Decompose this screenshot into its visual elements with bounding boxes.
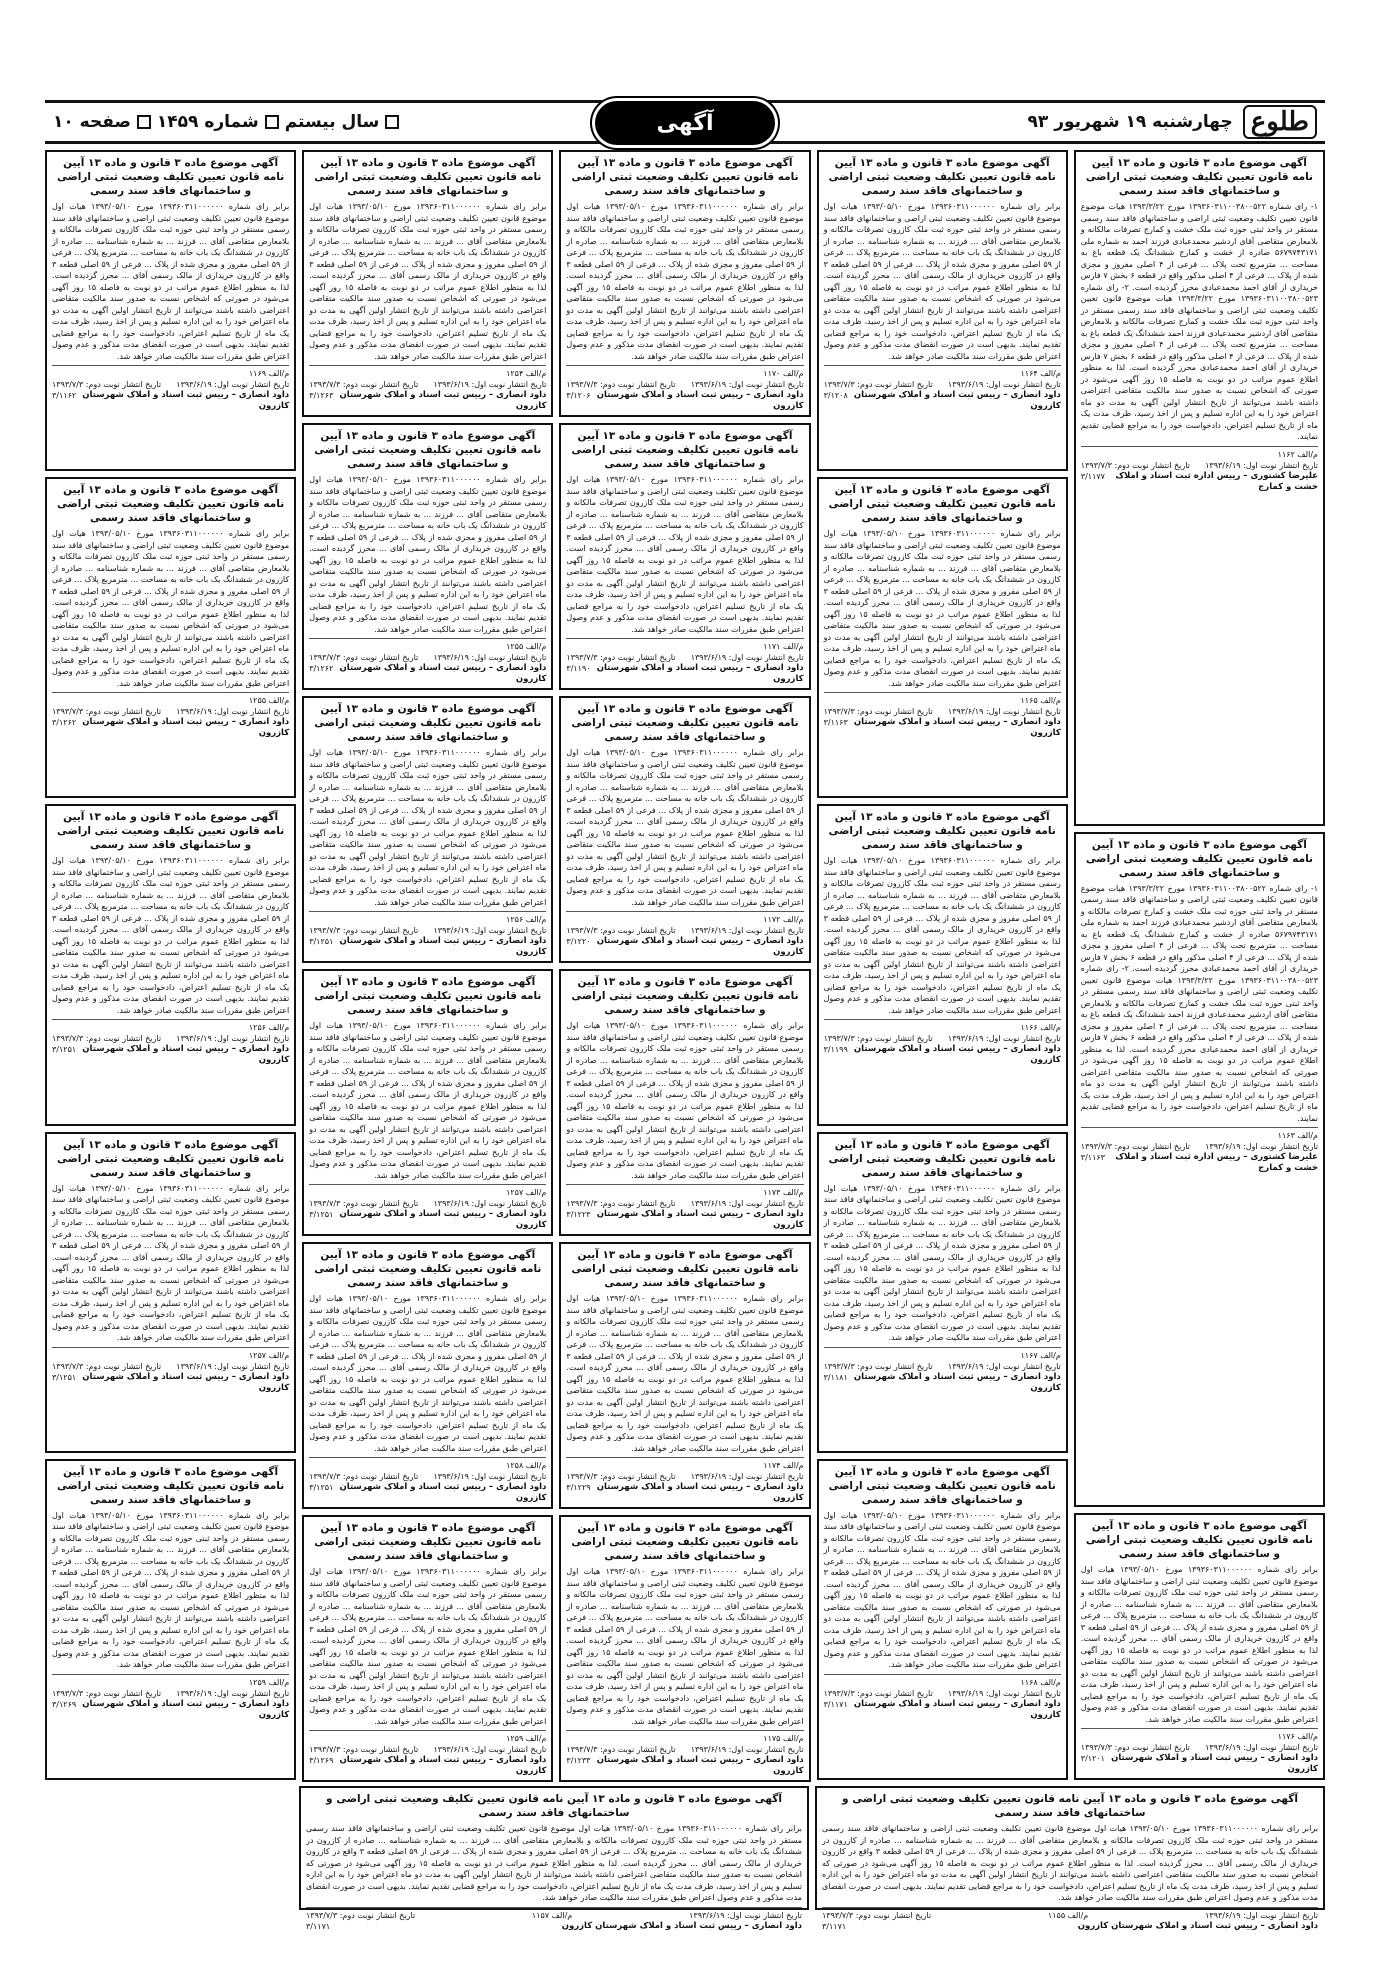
pub-date-first: تاریخ انتشار نوبت اول: ۱۳۹۳/۶/۱۹	[176, 1688, 290, 1698]
notice-title: آگهی موضوع ماده ۳ قانون و ماده ۱۳ آیین نامه قانون تعیین تکلیف وضعیت ثبتی اراضی و ساختمانهای فاقد سند رسمی	[571, 703, 799, 743]
pub-date-second: تاریخ انتشار نوبت دوم: ۱۳۹۳/۷/۳	[309, 1745, 419, 1754]
notice-signer: داود انصاری – رییس ثبت اسناد و املاک شهرستان کازرون	[561, 1920, 802, 1931]
notice-ref: م/الف ۱۲۵۴	[506, 369, 547, 378]
notice-title: آگهی موضوع ماده ۳ قانون و ماده ۱۳ آیین نامه قانون تعیین تکلیف وضعیت ثبتی اراضی و ساختمانهای فاقد سند رسمی	[57, 157, 285, 197]
notice-footer	[824, 365, 1061, 412]
notice-code: ۳/۱۲۰۸	[823, 391, 848, 400]
notice-title: آگهی موضوع ماده ۳ قانون و ماده ۱۳ آیین نامه قانون تعیین تکلیف وضعیت ثبتی اراضی و ساختمانهای فاقد سند رسمی	[828, 484, 1056, 525]
notice-ref: م/الف ۱۱۶۶	[1020, 1023, 1061, 1033]
notice-title: آگهی موضوع ماده ۳ قانون و ماده ۱۳ آیین نامه قانون تعیین تکلیف وضعیت ثبتی اراضی و ساختمانهای فاقد سند رسمی	[1085, 157, 1313, 197]
pub-date-first: تاریخ انتشار نوبت اول: ۱۳۹۳/۶/۱۹	[176, 1034, 290, 1044]
notice-code: ۳/۱۲۶۹	[309, 1756, 334, 1765]
notice-body: برابر رای شماره ۱۳۹۳۶۰۳۱۱۰۰۰۰۰۰ مورخ ۱۳۹۳/۰۵/۱۰ هیات اول موضوع قانون تعیین تکلیف وضعیت ثبتی اراضی و ساختمانهای فاقد سند رسمی مستقر در واحد ثبتی حوزه ثبت ملک کازرون تصرفات مالکانه و بلامعارض متقاضی آقای ... فرزند ... به شماره شناسنامه ... صادره از کازرون در ششدانگ یک باب خانه به مساحت ... مترمربع پلاک ... فرعی از ۵۹ اصلی مفروز و مجزی شده از پلاک ... فرعی از ۵۹ اصلی قطعه ۳ واقع در کازرون خریداری از مالک رسمی آقای ... محرز گردیده است. لذا به منظور اطلاع عموم مراتب در دو نوبت به فاصله ۱۵ روز آگهی می‌شود در صورتی که اشخاص نسبت به صدور سند مالکیت متقاضی اعتراضی داشته باشند می‌توانند از تاریخ انتشار اولین آگهی به مدت دو ماه اعتراض خود را به این اداره تسلیم و پس از اخذ رسید، ظرف مدت یک ماه از تاریخ تسلیم اعتراض، دادخواست خود را به مراجع قضایی تقدیم نمایند. بدیهی است در صورت انقضای مدت مذکور و عدم وصول اعتراض طبق مقررات سند مالکیت صادر خواهد شد.	[309, 1021, 547, 1180]
notice-title: آگهی موضوع ماده ۳ قانون و ماده ۱۳ آیین نامه قانون تعیین تکلیف وضعیت ثبتی اراضی و ساختمانهای فاقد سند رسمی	[314, 430, 542, 470]
column-3	[559, 150, 810, 1780]
pub-date-second: تاریخ انتشار نوبت دوم: ۱۳۹۳/۷/۳	[566, 1472, 676, 1481]
notice-signer: علیرضا کشتوری – رییس اداره ثبت اسناد و املاک خشت و کمارج	[1115, 1152, 1318, 1173]
notice-body: برابر رای شماره ۱۳۹۳۶۰۳۱۱۰۰۰۰۰۰ مورخ ۱۳۹۳/۰۵/۱۰ هیات اول موضوع قانون تعیین تکلیف وضعیت ثبتی اراضی و ساختمانهای فاقد سند رسمی مستقر در واحد ثبتی حوزه ثبت ملک کازرون تصرفات مالکانه و بلامعارض متقاضی آقای ... فرزند ... به شماره شناسنامه ... صادره از کازرون در ششدانگ یک باب خانه به مساحت ... مترمربع پلاک ... فرعی از ۵۹ اصلی مفروز و مجزی شده از پلاک ... فرعی از ۵۹ اصلی قطعه ۳ واقع در کازرون خریداری از مالک رسمی آقای ... محرز گردیده است. لذا به منظور اطلاع عموم مراتب در دو نوبت به فاصله ۱۵ روز آگهی می‌شود در صورتی که اشخاص نسبت به صدور سند مالکیت متقاضی اعتراضی داشته باشند می‌توانند از تاریخ انتشار اولین آگهی به مدت دو ماه اعتراض خود را به این اداره تسلیم و پس از اخذ رسید، ظرف مدت یک ماه از تاریخ تسلیم اعتراض، دادخواست خود را به مراجع قضایی تقدیم نمایند. بدیهی است در صورت انقضای مدت مذکور و عدم وصول اعتراض طبق مقررات سند مالکیت صادر خواهد شد.	[566, 1294, 804, 1453]
pub-date-second: تاریخ انتشار نوبت دوم: ۱۳۹۳/۷/۳	[51, 1688, 162, 1698]
notice-footer	[566, 911, 803, 958]
notices-area	[45, 150, 1325, 1931]
notice-body: برابر رای شماره ۱۳۹۳۶۰۳۱۱۰۰۰۰۰۰ مورخ ۱۳۹۳/۰۵/۱۰ هیات اول موضوع قانون تعیین تکلیف وضعیت ثبتی اراضی و ساختمانهای فاقد سند رسمی مستقر در واحد ثبتی حوزه ثبت ملک کازرون تصرفات مالکانه و بلامعارض متقاضی آقای ... فرزند ... به شماره شناسنامه ... صادره از کازرون در ششدانگ یک باب خانه به مساحت ... مترمربع پلاک ... فرعی از ۵۹ اصلی مفروز و مجزی شده از پلاک ... فرعی از ۵۹ اصلی قطعه ۳ واقع در کازرون خریداری از مالک رسمی آقای ... محرز گردیده است. لذا به منظور اطلاع عموم مراتب در دو نوبت به فاصله ۱۵ روز آگهی می‌شود در صورتی که اشخاص نسبت به صدور سند مالکیت متقاضی اعتراضی داشته باشند می‌توانند از تاریخ انتشار اولین آگهی به مدت دو ماه اعتراض خود را به این اداره تسلیم و پس از اخذ رسید، ظرف مدت یک ماه از تاریخ تسلیم اعتراض، دادخواست خود را به مراجع قضایی تقدیم نمایند. بدیهی است در صورت انقضای مدت مذکور و عدم وصول اعتراض طبق مقررات سند مالکیت صادر خواهد شد.	[309, 202, 547, 361]
notice-signer: داود انصاری – رییس ثبت اسناد و املاک شهرستان کازرون	[1111, 1753, 1318, 1774]
notice-ref: م/الف ۱۱۷۳	[763, 1188, 804, 1197]
pub-date-second: تاریخ انتشار نوبت دوم: ۱۳۹۳/۷/۳	[1080, 1743, 1190, 1752]
pub-date-second: تاریخ انتشار نوبت دوم: ۱۳۹۳/۷/۳	[306, 1910, 416, 1920]
notice-code: ۳/۱۲۵۱	[309, 1483, 334, 1492]
notice-ref: م/الف ۱۲۵۶	[506, 915, 547, 924]
notice-ref: م/الف ۱۲۵۵	[506, 642, 547, 651]
pub-date-first: تاریخ انتشار نوبت اول: ۱۳۹۳/۶/۱۹	[433, 1199, 547, 1208]
notice-body: برابر رای شماره ۱۳۹۳۶۰۳۱۱۰۰۰۰۰۰ مورخ ۱۳۹۳/۰۵/۱۰ هیات اول موضوع قانون تعیین تکلیف وضعیت ثبتی اراضی و ساختمانهای فاقد سند رسمی مستقر در واحد ثبتی حوزه ثبت ملک کازرون تصرفات مالکانه و بلامعارض متقاضی آقای ... فرزند ... به شماره شناسنامه ... صادره از کازرون در ششدانگ یک باب خانه به مساحت ... مترمربع پلاک ... فرعی از ۵۹ اصلی مفروز و مجزی شده از پلاک ... فرعی از ۵۹ اصلی قطعه ۳ واقع در کازرون خریداری از مالک رسمی آقای ... محرز گردیده است. لذا به منظور اطلاع عموم مراتب در دو نوبت به فاصله ۱۵ روز آگهی می‌شود در صورتی که اشخاص نسبت به صدور سند مالکیت متقاضی اعتراضی داشته باشند می‌توانند از تاریخ انتشار اولین آگهی به مدت دو ماه اعتراض خود را به این اداره تسلیم و پس از اخذ رسید، ظرف مدت یک ماه از تاریخ تسلیم اعتراض، دادخواست خود را به مراجع قضایی تقدیم نمایند. بدیهی است در صورت انقضای مدت مذکور و عدم وصول اعتراض طبق مقررات سند مالکیت صادر خواهد شد.	[1080, 1565, 1319, 1724]
notice-code: ۳/۱۲۵۱	[309, 1210, 334, 1219]
notice-footer	[52, 365, 289, 412]
notice-title: آگهی موضوع ماده ۳ قانون و ماده ۱۳ آیین نامه قانون تعیین تکلیف وضعیت ثبتی اراضی و ساختمانهای فاقد سند رسمی	[571, 157, 799, 197]
pub-date-first: تاریخ انتشار نوبت اول: ۱۳۹۳/۶/۱۹	[947, 380, 1061, 389]
notice-box	[302, 150, 553, 417]
notice-footer	[52, 1674, 289, 1721]
notice-body: برابر رای شماره ۱۳۹۳۶۰۳۱۱۰۰۰۰۰۰ مورخ ۱۳۹۳/۰۵/۱۰ هیات اول موضوع قانون تعیین تکلیف وضعیت ثبتی اراضی و ساختمانهای فاقد سند رسمی مستقر در واحد ثبتی حوزه ثبت ملک کازرون تصرفات مالکانه و بلامعارض متقاضی آقای ... فرزند ... به شماره شناسنامه ... صادره از کازرون در ششدانگ یک باب خانه به مساحت ... مترمربع پلاک ... فرعی از ۵۹ اصلی مفروز و مجزی شده از پلاک ... فرعی از ۵۹ اصلی قطعه ۳ واقع در کازرون خریداری از مالک رسمی آقای ... محرز گردیده است. لذا به منظور اطلاع عموم مراتب در دو نوبت به فاصله ۱۵ روز آگهی می‌شود در صورتی که اشخاص نسبت به صدور سند مالکیت متقاضی اعتراضی داشته باشند می‌توانند از تاریخ انتشار اولین آگهی به مدت دو ماه اعتراض خود را به این اداره تسلیم و پس از اخذ رسید، ظرف مدت یک ماه از تاریخ تسلیم اعتراض، دادخواست خود را به مراجع قضایی تقدیم نمایند. بدیهی است در صورت انقضای مدت مذکور و عدم وصول اعتراض طبق مقررات سند مالکیت صادر خواهد شد.	[566, 1021, 804, 1180]
notice-code: ۳/۱۱۹۰	[566, 664, 591, 673]
notice-signer: داود انصاری – رییس ثبت اسناد و املاک شهرستان کازرون	[596, 663, 804, 684]
pub-date-first: تاریخ انتشار نوبت اول: ۱۳۹۳/۶/۱۹	[433, 380, 547, 389]
notice-ref: م/الف ۱۱۶۹	[248, 369, 290, 378]
notice-signer: داود انصاری – رییس ثبت اسناد و املاک شهرستان کازرون	[853, 1371, 1061, 1393]
notice-signer: داود انصاری – رییس ثبت اسناد و املاک شهرستان کازرون	[339, 390, 547, 411]
notice-footer	[309, 1730, 546, 1777]
notice-ref: م/الف ۱۱۷۱	[763, 642, 804, 651]
notice-ref: م/الف ۱۲۵۵	[248, 696, 290, 706]
notice-box	[45, 1132, 296, 1453]
section-badge: آگهی	[595, 101, 775, 145]
notice-title: آگهی موضوع ماده ۳ قانون و ماده ۱۳ آیین نامه قانون تعیین تکلیف وضعیت ثبتی اراضی و ساختمانهای فاقد سند رسمی	[571, 976, 799, 1016]
notice-signer: داود انصاری – رییس ثبت اسناد و املاک شهرستان کازرون	[853, 1698, 1061, 1720]
notice-signer: داود انصاری – رییس ثبت اسناد و املاک شهرستان کازرون	[596, 1482, 804, 1503]
notice-code: ۳/۱۲۵۱	[51, 1372, 77, 1382]
column-2	[817, 150, 1068, 1780]
page-number: صفحه ۱۰	[53, 112, 131, 132]
notice-box	[559, 969, 810, 1236]
pub-date-first: تاریخ انتشار نوبت اول: ۱۳۹۳/۶/۱۹	[690, 1472, 804, 1481]
notice-signer: داود انصاری – رییس ثبت اسناد و املاک شهرستان کازرون	[596, 936, 804, 957]
notice-box	[302, 696, 553, 963]
notice-box	[302, 1242, 553, 1509]
notice-footer	[1081, 446, 1318, 493]
pub-date-second: تاریخ انتشار نوبت دوم: ۱۳۹۳/۷/۳	[309, 1199, 419, 1208]
notice-ref: م/الف ۱۲۵۹	[506, 1734, 547, 1743]
notice-footer	[822, 1907, 1318, 1932]
pub-date-second: تاریخ انتشار نوبت دوم: ۱۳۹۳/۷/۳	[823, 380, 933, 389]
notice-signer: داود انصاری – رییس ثبت اسناد و املاک شهرستان کازرون	[339, 936, 547, 957]
notice-ref: م/الف ۱۱۶۴	[1020, 369, 1061, 378]
notice-footer	[52, 1347, 289, 1394]
notice-body: برابر رای شماره ۱۳۹۳۶۰۳۱۱۰۰۰۰۰۰ مورخ ۱۳۹۳/۰۵/۱۰ هیات اول موضوع قانون تعیین تکلیف وضعیت ثبتی اراضی و ساختمانهای فاقد سند رسمی مستقر در واحد ثبتی حوزه ثبت ملک کازرون تصرفات مالکانه و بلامعارض متقاضی آقای ... فرزند ... به شماره شناسنامه ... صادره از کازرون در ششدانگ یک باب خانه به مساحت ... مترمربع پلاک ... فرعی از ۵۹ اصلی مفروز و مجزی شده از پلاک ... فرعی از ۵۹ اصلی قطعه ۳ واقع در کازرون خریداری از مالک رسمی آقای ... محرز گردیده است. لذا به منظور اطلاع عموم مراتب در دو نوبت به فاصله ۱۵ روز آگهی می‌شود در صورتی که اشخاص نسبت به صدور سند مالکیت متقاضی اعتراضی داشته باشند می‌توانند از تاریخ انتشار اولین آگهی به مدت دو ماه اعتراض خود را به این اداره تسلیم و پس از اخذ رسید، ظرف مدت یک ماه از تاریخ تسلیم اعتراض، دادخواست خود را به مراجع قضایی تقدیم نمایند. بدیهی است در صورت انقضای مدت مذکور و عدم وصول اعتراض طبق مقررات سند مالکیت صادر خواهد شد.	[566, 748, 804, 907]
notice-footer	[566, 365, 803, 412]
notice-ref: م/الف ۱۱۵۵	[1047, 1910, 1089, 1920]
notice-title: آگهی موضوع ماده ۳ قانون و ماده ۱۳ آیین نامه قانون تعیین تکلیف وضعیت ثبتی اراضی و ساختمانهای فاقد سند رسمی	[314, 1522, 542, 1562]
notice-signer: داود انصاری – رییس ثبت اسناد و املاک شهرستان کازرون	[853, 717, 1061, 739]
notice-footer	[309, 1184, 546, 1231]
notice-title: آگهی موضوع ماده ۳ قانون و ماده ۱۳ آیین نامه قانون تعیین تکلیف وضعیت ثبتی اراضی و ساختمانهای فاقد سند رسمی	[571, 430, 799, 470]
notice-title: آگهی موضوع ماده ۳ قانون و ماده ۱۳ آیین نامه قانون تعیین تکلیف وضعیت ثبتی اراضی و ساختمانهای فاقد سند رسمی	[314, 1249, 542, 1289]
notice-signer: داود انصاری – رییس ثبت اسناد و املاک شهرستان کازرون	[82, 1698, 290, 1720]
notice-footer	[1081, 1728, 1318, 1775]
notice-title: آگهی موضوع ماده ۳ قانون و ماده ۱۳ آیین نامه قانون تعیین تکلیف وضعیت ثبتی اراضی و ساختمانهای فاقد سند رسمی	[828, 157, 1056, 197]
notice-box	[302, 969, 553, 1236]
notice-ref: م/الف ۱۲۵۷	[248, 1350, 290, 1360]
notice-body: برابر رای شماره ۱۳۹۳۶۰۳۱۱۰۰۰۰۰۰ مورخ ۱۳۹۳/۰۵/۱۰ هیات اول موضوع قانون تعیین تکلیف وضعیت ثبتی اراضی و ساختمانهای فاقد سند رسمی مستقر در واحد ثبتی حوزه ثبت ملک کازرون تصرفات مالکانه و بلامعارض متقاضی آقای ... فرزند ... به شماره شناسنامه ... صادره از کازرون در ششدانگ یک باب خانه به مساحت ... مترمربع پلاک ... فرعی از ۵۹ اصلی مفروز و مجزی شده از پلاک ... فرعی از ۵۹ اصلی قطعه ۳ واقع در کازرون خریداری از مالک رسمی آقای ... محرز گردیده است. لذا به منظور اطلاع عموم مراتب در دو نوبت به فاصله ۱۵ روز آگهی می‌شود در صورتی که اشخاص نسبت به صدور سند مالکیت متقاضی اعتراضی داشته باشند می‌توانند از تاریخ انتشار اولین آگهی به مدت دو ماه اعتراض خود را به این اداره تسلیم و پس از اخذ رسید، ظرف مدت یک ماه از تاریخ تسلیم اعتراض، دادخواست خود را به مراجع قضایی تقدیم نمایند. بدیهی است در صورت انقضای مدت مذکور و عدم وصول اعتراض طبق مقررات سند مالکیت صادر خواهد شد.	[823, 1510, 1061, 1670]
notice-body: برابر رای شماره ۱۳۹۳۶۰۳۱۱۰۰۰۰۰۰ مورخ ۱۳۹۳/۰۵/۱۰ هیات اول موضوع قانون تعیین تکلیف وضعیت ثبتی اراضی و ساختمانهای فاقد سند رسمی مستقر در واحد ثبتی حوزه ثبت ملک کازرون تصرفات مالکانه و بلامعارض متقاضی آقای ... فرزند ... به شماره شناسنامه ... صادره از کازرون در ششدانگ یک باب خانه به مساحت ... مترمربع پلاک ... فرعی از ۵۹ اصلی مفروز و مجزی شده از پلاک ... فرعی از ۵۹ اصلی قطعه ۳ واقع در کازرون خریداری از مالک رسمی آقای ... محرز گردیده است. لذا به منظور اطلاع عموم مراتب در دو نوبت به فاصله ۱۵ روز آگهی می‌شود در صورتی که اشخاص نسبت به صدور سند مالکیت متقاضی اعتراضی داشته باشند می‌توانند از تاریخ انتشار اولین آگهی به مدت دو ماه اعتراض خود را به این اداره تسلیم و پس از اخذ رسید، ظرف مدت یک ماه از تاریخ تسلیم اعتراض، دادخواست خود را به مراجع قضایی تقدیم نمایند. بدیهی است در صورت انقضای مدت مذکور و عدم وصول اعتراض طبق مقررات سند مالکیت صادر خواهد شد.	[309, 1294, 547, 1453]
notice-body: ۱- رای شماره ۱۳۹۳۶۰۳۱۱۰۰۳۸۰۰۵۲۲ مورخ ۱۳۹۳/۳/۲۲ هیات موضوع قانون تعیین تکلیف وضعیت ثبتی اراضی و ساختمانهای فاقد سند رسمی مستقر در واحد ثبتی حوزه ثبت ملک خشت و کمارج تصرفات مالکانه و بلامعارض متقاضی آقای اردشیر محمدعبادی فرزند احمد به شماره ملی ۵۶۷۹۷۴۳۱۷۱ صادره از خشت و کمارج ششدانگ یک قطعه باغ به مساحت ... مترمربع تحت پلاک ... فرعی از ۴ اصلی مفروز و مجزی شده از پلاک ... فرعی از ۴ اصلی مذکور واقع در قطعه ۶ بخش ۷ فارس خریداری از آقای احمد محمدعبادی محرز گردیده است. ۲- رای شماره ۱۳۹۳۶۰۳۱۱۰۰۳۸۰۰۵۲۳ مورخ ۱۳۹۳/۳/۲۲ هیات موضوع قانون تعیین تکلیف وضعیت ثبتی اراضی و ساختمانهای فاقد سند رسمی مستقر در واحد ثبتی حوزه ثبت ملک خشت و کمارج تصرفات مالکانه و بلامعارض متقاضی آقای اردشیر محمدعبادی فرزند احمد ششدانگ یک قطعه باغ به مساحت ... مترمربع تحت پلاک ... فرعی از ۴ اصلی مفروز و مجزی شده از پلاک ... فرعی از ۴ اصلی مذکور واقع در قطعه ۶ بخش ۷ فارس خریداری از آقای احمد محمدعبادی محرز گردیده است. لذا به منظور اطلاع عموم مراتب در دو نوبت به فاصله ۱۵ روز آگهی می‌شود در صورتی که اشخاص نسبت به صدور سند مالکیت متقاضی اعتراضی داشته باشند می‌توانند از تاریخ انتشار اولین آگهی به مدت دو ماه اعتراض خود را به این اداره تسلیم و پس از اخذ رسید، ظرف مدت یک ماه از تاریخ تسلیم اعتراض، دادخواست خود را به مراجع قضایی تقدیم نمایند.	[1080, 202, 1319, 441]
notice-signer: داود انصاری – رییس ثبت اسناد و املاک شهرستان کازرون	[82, 717, 290, 739]
notice-ref: م/الف ۱۱۷۶	[1277, 1732, 1318, 1741]
notice-box	[302, 423, 553, 690]
pub-date-second: تاریخ انتشار نوبت دوم: ۱۳۹۳/۷/۳	[51, 707, 162, 717]
notice-body: برابر رای شماره ۱۳۹۳۶۰۳۱۱۰۰۰۰۰۰ مورخ ۱۳۹۳/۰۵/۱۰ هیات اول موضوع قانون تعیین تکلیف وضعیت ثبتی اراضی و ساختمانهای فاقد سند رسمی مستقر در واحد ثبتی حوزه ثبت ملک کازرون تصرفات مالکانه و بلامعارض متقاضی آقای ... فرزند ... به شماره شناسنامه ... صادره از کازرون در ششدانگ یک باب خانه به مساحت ... مترمربع پلاک ... فرعی از ۵۹ اصلی مفروز و مجزی شده از پلاک ... فرعی از ۵۹ اصلی قطعه ۳ واقع در کازرون خریداری از مالک رسمی آقای ... محرز گردیده است. لذا به منظور اطلاع عموم مراتب در دو نوبت به فاصله ۱۵ روز آگهی می‌شود در صورتی که اشخاص نسبت به صدور سند مالکیت متقاضی اعتراضی داشته باشند می‌توانند از تاریخ انتشار اولین آگهی به مدت دو ماه اعتراض خود را به این اداره تسلیم و پس از اخذ رسید، ظرف مدت یک ماه از تاریخ تسلیم اعتراض، دادخواست خود را به مراجع قضایی تقدیم نمایند. بدیهی است در صورت انقضای مدت مذکور و عدم وصول اعتراض طبق مقررات سند مالکیت صادر خواهد شد.	[51, 202, 290, 361]
notice-ref: م/الف ۱۲۵۶	[248, 1023, 290, 1033]
square-bullet-icon	[265, 115, 279, 129]
notice-body: ۱- رای شماره ۱۳۹۳۶۰۳۱۱۰۰۳۸۰۰۵۲۲ مورخ ۱۳۹۳/۳/۲۲ هیات موضوع قانون تعیین تکلیف وضعیت ثبتی اراضی و ساختمانهای فاقد سند رسمی مستقر در واحد ثبتی حوزه ثبت ملک خشت و کمارج تصرفات مالکانه و بلامعارض متقاضی آقای اردشیر محمدعبادی فرزند احمد به شماره ملی ۵۶۷۹۷۴۳۱۷۱ صادره از خشت و کمارج ششدانگ یک قطعه باغ به مساحت ... مترمربع تحت پلاک ... فرعی از ۴ اصلی مفروز و مجزی شده از پلاک ... فرعی از ۴ اصلی مذکور واقع در قطعه ۶ بخش ۷ فارس خریداری از آقای احمد محمدعبادی محرز گردیده است. ۲- رای شماره ۱۳۹۳۶۰۳۱۱۰۰۳۸۰۰۵۲۳ مورخ ۱۳۹۳/۳/۲۲ هیات موضوع قانون تعیین تکلیف وضعیت ثبتی اراضی و ساختمانهای فاقد سند رسمی مستقر در واحد ثبتی حوزه ثبت ملک خشت و کمارج تصرفات مالکانه و بلامعارض متقاضی آقای اردشیر محمدعبادی فرزند احمد ششدانگ یک قطعه باغ به مساحت ... مترمربع تحت پلاک ... فرعی از ۴ اصلی مفروز و مجزی شده از پلاک ... فرعی از ۴ اصلی مذکور واقع در قطعه ۶ بخش ۷ فارس خریداری از آقای احمد محمدعبادی محرز گردیده است. لذا به منظور اطلاع عموم مراتب در دو نوبت به فاصله ۱۵ روز آگهی می‌شود در صورتی که اشخاص نسبت به صدور سند مالکیت متقاضی اعتراضی داشته باشند می‌توانند از تاریخ انتشار اولین آگهی به مدت دو ماه اعتراض خود را به این اداره تسلیم و پس از اخذ رسید، ظرف مدت یک ماه از تاریخ تسلیم اعتراض، دادخواست خود را به مراجع قضایی تقدیم نمایند.	[1080, 883, 1319, 1123]
notice-ref: م/الف ۱۱۶۷	[1020, 1350, 1061, 1360]
issue-date: چهارشنبه ۱۹ شهریور ۹۳	[1027, 112, 1233, 132]
notice-body: برابر رای شماره ۱۳۹۳۶۰۳۱۱۰۰۰۰۰۰ مورخ ۱۳۹۳/۰۵/۱۰ هیات اول موضوع قانون تعیین تکلیف وضعیت ثبتی اراضی و ساختمانهای فاقد سند رسمی مستقر در واحد ثبتی حوزه ثبت ملک کازرون تصرفات مالکانه و بلامعارض متقاضی آقای ... فرزند ... به شماره شناسنامه ... صادره از کازرون در ششدانگ یک باب خانه به مساحت ... مترمربع پلاک ... فرعی از ۵۹ اصلی مفروز و مجزی شده از پلاک ... فرعی از ۵۹ اصلی قطعه ۳ واقع در کازرون خریداری از مالک رسمی آقای ... محرز گردیده است. لذا به منظور اطلاع عموم مراتب در دو نوبت به فاصله ۱۵ روز آگهی می‌شود در صورتی که اشخاص نسبت به صدور سند مالکیت متقاضی اعتراضی داشته باشند می‌توانند از تاریخ انتشار اولین آگهی به مدت دو ماه اعتراض خود را به این اداره تسلیم و پس از اخذ رسید، ظرف مدت یک ماه از تاریخ تسلیم اعتراض، دادخواست خود را به مراجع قضایی تقدیم نمایند. بدیهی است در صورت انقضای مدت مذکور و عدم وصول اعتراض طبق مقررات سند مالکیت صادر خواهد شد.	[566, 475, 804, 634]
notice-footer	[309, 911, 546, 958]
notice-title: آگهی موضوع ماده ۳ قانون و ماده ۱۳ آیین نامه قانون تعیین تکلیف وضعیت ثبتی اراضی و ساختمانهای فاقد سند رسمی	[828, 1465, 1056, 1506]
notice-signer: داود انصاری – رییس ثبت اسناد و املاک شهرستان کازرون	[853, 1044, 1061, 1066]
notice-code: ۳/۱۲۵۱	[51, 1045, 77, 1055]
pub-date-second: تاریخ انتشار نوبت دوم: ۱۳۹۳/۷/۳	[1080, 460, 1190, 470]
notice-body: برابر رای شماره ۱۳۹۳۶۰۳۱۱۰۰۰۰۰۰ مورخ ۱۳۹۳/۰۵/۱۰ هیات اول موضوع قانون تعیین تکلیف وضعیت ثبتی اراضی و ساختمانهای فاقد سند رسمی مستقر در واحد ثبتی حوزه ثبت ملک کازرون تصرفات مالکانه و بلامعارض متقاضی آقای ... فرزند ... به شماره شناسنامه ... صادره از کازرون در ششدانگ یک باب خانه به مساحت ... مترمربع پلاک ... فرعی از ۵۹ اصلی مفروز و مجزی شده از پلاک ... فرعی از ۵۹ اصلی قطعه ۳ واقع در کازرون خریداری از مالک رسمی آقای ... محرز گردیده است. لذا به منظور اطلاع عموم مراتب در دو نوبت به فاصله ۱۵ روز آگهی می‌شود در صورتی که اشخاص نسبت به صدور سند مالکیت متقاضی اعتراضی داشته باشند می‌توانند از تاریخ انتشار اولین آگهی به مدت دو ماه اعتراض خود را به این اداره تسلیم و پس از اخذ رسید، ظرف مدت یک ماه از تاریخ تسلیم اعتراض، دادخواست خود را به مراجع قضایی تقدیم نمایند. بدیهی است در صورت انقضای مدت مذکور و عدم وصول اعتراض طبق مقررات سند مالکیت صادر خواهد شد.	[51, 1510, 290, 1670]
pub-date-second: تاریخ انتشار نوبت دوم: ۱۳۹۳/۷/۳	[1080, 1142, 1190, 1151]
columns	[45, 150, 1325, 1780]
notice-box	[559, 423, 810, 690]
pub-date-first: تاریخ انتشار نوبت اول: ۱۳۹۳/۶/۱۹	[690, 926, 804, 935]
notice-body: برابر رای شماره ۱۳۹۳۶۰۳۱۱۰۰۰۰۰۰ مورخ ۱۳۹۳/۰۵/۱۰ هیات اول موضوع قانون تعیین تکلیف وضعیت ثبتی اراضی و ساختمانهای فاقد سند رسمی مستقر در واحد ثبتی حوزه ثبت ملک کازرون تصرفات مالکانه و بلامعارض متقاضی آقای ... فرزند ... به شماره شناسنامه ... صادره از کازرون در ششدانگ یک باب خانه به مساحت ... مترمربع پلاک ... فرعی از ۵۹ اصلی مفروز و مجزی شده از پلاک ... فرعی از ۵۹ اصلی قطعه ۳ واقع در کازرون خریداری از مالک رسمی آقای ... محرز گردیده است. لذا به منظور اطلاع عموم مراتب در دو نوبت به فاصله ۱۵ روز آگهی می‌شود در صورتی که اشخاص نسبت به صدور سند مالکیت متقاضی اعتراضی داشته باشند می‌توانند از تاریخ انتشار اولین آگهی به مدت دو ماه اعتراض خود را به این اداره تسلیم و پس از اخذ رسید، ظرف مدت یک ماه از تاریخ تسلیم اعتراض، دادخواست خود را به مراجع قضایی تقدیم نمایند. بدیهی است در صورت انقضای مدت مذکور و عدم وصول اعتراض طبق مقررات سند مالکیت صادر خواهد شد.	[51, 1183, 290, 1343]
notice-signer: داود انصاری – رییس ثبت اسناد و املاک شهرستان کازرون	[339, 1755, 547, 1776]
notice-footer	[566, 1730, 803, 1777]
notice-box	[1074, 1513, 1325, 1780]
notice-code: ۳/۱۲۰۶	[566, 391, 591, 400]
notice-ref: م/الف ۱۱۶۸	[1020, 1677, 1061, 1687]
pub-date-second: تاریخ انتشار نوبت دوم: ۱۳۹۳/۷/۳	[309, 926, 419, 935]
pub-date-first: تاریخ انتشار نوبت اول: ۱۳۹۳/۶/۱۹	[690, 1199, 804, 1208]
notice-ref: م/الف ۱۱۶۳	[1277, 1131, 1318, 1140]
notice-code: ۳/۱۲۶۲	[309, 664, 334, 673]
pub-date-second: تاریخ انتشار نوبت دوم: ۱۳۹۳/۷/۳	[309, 653, 419, 662]
notice-signer: علیرضا کشتوری – رییس اداره ثبت اسناد و املاک خشت و کمارج	[1115, 470, 1318, 492]
notice-box	[45, 477, 296, 798]
notice-box	[817, 804, 1068, 1125]
notice-code: ۳/۱۲۶۲	[51, 718, 77, 728]
notice-signer: داود انصاری – رییس ثبت اسناد و املاک شهرستان کازرون	[596, 1209, 804, 1230]
volume-year: سال بیستم	[284, 112, 380, 132]
notice-ref: م/الف ۱۱۷۲	[763, 915, 804, 924]
pub-date-second: تاریخ انتشار نوبت دوم: ۱۳۹۳/۷/۳	[823, 707, 933, 717]
notice-footer	[309, 638, 546, 685]
pub-date-first: تاریخ انتشار نوبت اول: ۱۳۹۳/۶/۱۹	[689, 1910, 802, 1920]
notice-box	[815, 1786, 1325, 1931]
masthead	[45, 100, 1325, 144]
notice-body: برابر رای شماره ۱۳۹۳۶۰۳۱۱۰۰۰۰۰۰ مورخ ۱۳۹۳/۰۵/۱۰ هیات اول موضوع قانون تعیین تکلیف وضعیت ثبتی اراضی و ساختمانهای فاقد سند رسمی مستقر در واحد ثبتی حوزه ثبت ملک کازرون تصرفات مالکانه و بلامعارض متقاضی آقای ... فرزند ... به شماره شناسنامه ... صادره از کازرون در ششدانگ یک باب خانه به مساحت ... مترمربع پلاک ... فرعی از ۵۹ اصلی مفروز و مجزی شده از پلاک ... فرعی از ۵۹ اصلی قطعه ۳ واقع در کازرون خریداری از مالک رسمی آقای ... محرز گردیده است. لذا به منظور اطلاع عموم مراتب در دو نوبت به فاصله ۱۵ روز آگهی می‌شود در صورتی که اشخاص نسبت به صدور سند مالکیت متقاضی اعتراضی داشته باشند می‌توانند از تاریخ انتشار اولین آگهی به مدت دو ماه اعتراض خود را به این اداره تسلیم و پس از اخذ رسید، ظرف مدت یک ماه از تاریخ تسلیم اعتراض، دادخواست خود را به مراجع قضایی تقدیم نمایند. بدیهی است در صورت انقضای مدت مذکور و عدم وصول اعتراض طبق مقررات سند مالکیت صادر خواهد شد.	[823, 1183, 1061, 1343]
notice-ref: م/الف ۱۲۵۹	[248, 1677, 290, 1687]
notice-body: برابر رای شماره ۱۳۹۳۶۰۳۱۱۰۰۰۰۰۰ مورخ ۱۳۹۳/۰۵/۱۰ هیات اول موضوع قانون تعیین تکلیف وضعیت ثبتی اراضی و ساختمانهای فاقد سند رسمی مستقر در واحد ثبتی حوزه ثبت ملک کازرون تصرفات مالکانه و بلامعارض متقاضی آقای ... فرزند ... به شماره شناسنامه ... صادره از کازرون در ششدانگ یک باب خانه به مساحت ... مترمربع پلاک ... فرعی از ۵۹ اصلی مفروز و مجزی شده از پلاک ... فرعی از ۵۹ اصلی قطعه ۳ واقع در کازرون خریداری از مالک رسمی آقای ... محرز گردیده است. لذا به منظور اطلاع عموم مراتب در دو نوبت به فاصله ۱۵ روز آگهی می‌شود در صورتی که اشخاص نسبت به صدور سند مالکیت متقاضی اعتراضی داشته باشند می‌توانند از تاریخ انتشار اولین آگهی به مدت دو ماه اعتراض خود را به این اداره تسلیم و پس از اخذ رسید، ظرف مدت یک ماه از تاریخ تسلیم اعتراض، دادخواست خود را به مراجع قضایی تقدیم نمایند. بدیهی است در صورت انقضای مدت مذکور و عدم وصول اعتراض طبق مقررات سند مالکیت صادر خواهد شد.	[309, 475, 547, 634]
pub-date-first: تاریخ انتشار نوبت اول: ۱۳۹۳/۶/۱۹	[690, 380, 804, 389]
notice-ref: م/الف ۱۱۶۵	[1020, 696, 1061, 706]
notice-box	[559, 1515, 810, 1782]
notice-box	[559, 1242, 810, 1509]
pub-date-second: تاریخ انتشار نوبت دوم: ۱۳۹۳/۷/۳	[51, 1361, 162, 1371]
pub-date-first: تاریخ انتشار نوبت اول: ۱۳۹۳/۶/۱۹	[690, 1745, 804, 1754]
notice-code: ۳/۱۲۲۹	[566, 1483, 591, 1492]
notice-signer: داود انصاری – رییس ثبت اسناد و املاک شهرستان کازرون	[853, 390, 1061, 411]
notice-box	[817, 1459, 1068, 1780]
notice-footer	[309, 365, 546, 412]
notice-box	[1074, 150, 1325, 826]
notice-title: آگهی موضوع ماده ۳ قانون و ماده ۱۳ آیین نامه قانون تعیین تکلیف وضعیت ثبتی اراضی و ساختمانهای فاقد سند رسمی	[842, 1793, 1298, 1819]
notice-title: آگهی موضوع ماده ۳ قانون و ماده ۱۳ آیین نامه قانون تعیین تکلیف وضعیت ثبتی اراضی و ساختمانهای فاقد سند رسمی	[1085, 838, 1313, 879]
notice-footer	[306, 1907, 802, 1932]
pub-date-second: تاریخ انتشار نوبت دوم: ۱۳۹۳/۷/۳	[822, 1910, 932, 1920]
notice-footer	[824, 1674, 1061, 1721]
notice-footer	[1081, 1127, 1318, 1174]
notice-signer: داود انصاری – رییس ثبت اسناد و املاک شهرستان کازرون	[82, 390, 290, 411]
masthead-left	[53, 112, 399, 132]
pub-date-first: تاریخ انتشار نوبت اول: ۱۳۹۳/۶/۱۹	[1205, 1743, 1318, 1752]
masthead-right	[1028, 105, 1317, 139]
notice-signer: داود انصاری – رییس ثبت اسناد و املاک شهرستان کازرون	[82, 1044, 290, 1066]
pub-date-second: تاریخ انتشار نوبت دوم: ۱۳۹۳/۷/۳	[823, 1361, 933, 1371]
square-bullet-icon	[137, 115, 151, 129]
notice-signer: داود انصاری – رییس ثبت اسناد و املاک شهرستان کازرون	[596, 1755, 804, 1776]
pub-date-first: تاریخ انتشار نوبت اول: ۱۳۹۳/۶/۱۹	[433, 926, 547, 935]
notice-title: آگهی موضوع ماده ۳ قانون و ماده ۱۳ آیین نامه قانون تعیین تکلیف وضعیت ثبتی اراضی و ساختمانهای فاقد سند رسمی	[314, 157, 542, 197]
pub-date-second: تاریخ انتشار نوبت دوم: ۱۳۹۳/۷/۳	[51, 1034, 162, 1044]
notice-signer: داود انصاری – رییس ثبت اسناد و املاک شهرستان کازرون	[339, 1482, 547, 1503]
notice-box	[817, 1132, 1068, 1453]
notice-footer	[566, 1457, 803, 1504]
notice-footer	[824, 1347, 1061, 1394]
notice-body: برابر رای شماره ۱۳۹۳۶۰۳۱۱۰۰۰۰۰۰ مورخ ۱۳۹۳/۰۵/۱۰ هیات اول موضوع قانون تعیین تکلیف وضعیت ثبتی اراضی و ساختمانهای فاقد سند رسمی مستقر در واحد ثبتی حوزه ثبت ملک کازرون تصرفات مالکانه و بلامعارض متقاضی آقای ... فرزند ... به شماره شناسنامه ... صادره از کازرون در ششدانگ یک باب خانه به مساحت ... مترمربع پلاک ... فرعی از ۵۹ اصلی مفروز و مجزی شده از پلاک ... فرعی از ۵۹ اصلی قطعه ۳ واقع در کازرون خریداری از مالک رسمی آقای ... محرز گردیده است. لذا به منظور اطلاع عموم مراتب در دو نوبت به فاصله ۱۵ روز آگهی می‌شود در صورتی که اشخاص نسبت به صدور سند مالکیت متقاضی اعتراضی داشته باشند می‌توانند از تاریخ انتشار اولین آگهی به مدت دو ماه اعتراض خود را به این اداره تسلیم و پس از اخذ رسید، ظرف مدت یک ماه از تاریخ تسلیم اعتراض، دادخواست خود را به مراجع قضایی تقدیم نمایند. بدیهی است در صورت انقضای مدت مذکور و عدم وصول اعتراض طبق مقررات سند مالکیت صادر خواهد شد.	[306, 1824, 802, 1902]
notice-title: آگهی موضوع ماده ۳ قانون و ماده ۱۳ آیین نامه قانون تعیین تکلیف وضعیت ثبتی اراضی و ساختمانهای فاقد سند رسمی	[57, 484, 285, 525]
notice-title: آگهی موضوع ماده ۳ قانون و ماده ۱۳ آیین نامه قانون تعیین تکلیف وضعیت ثبتی اراضی و ساختمانهای فاقد سند رسمی	[57, 811, 285, 852]
pub-date-first: تاریخ انتشار نوبت اول: ۱۳۹۳/۶/۱۹	[176, 380, 290, 389]
notice-title: آگهی موضوع ماده ۳ قانون و ماده ۱۳ آیین نامه قانون تعیین تکلیف وضعیت ثبتی اراضی و ساختمانهای فاقد سند رسمی	[571, 1522, 799, 1562]
notice-footer	[566, 1184, 803, 1231]
notice-ref: م/الف ۱۱۷۰	[763, 369, 804, 378]
notice-code: ۳/۱۲۲۰	[566, 937, 591, 946]
notice-footer	[309, 1457, 546, 1504]
notice-ref: م/الف ۱۱۷۵	[763, 1734, 804, 1743]
pub-date-second: تاریخ انتشار نوبت دوم: ۱۳۹۳/۷/۳	[309, 380, 419, 389]
pub-date-first: تاریخ انتشار نوبت اول: ۱۳۹۳/۶/۱۹	[1205, 1142, 1318, 1151]
notice-body: برابر رای شماره ۱۳۹۳۶۰۳۱۱۰۰۰۰۰۰ مورخ ۱۳۹۳/۰۵/۱۰ هیات اول موضوع قانون تعیین تکلیف وضعیت ثبتی اراضی و ساختمانهای فاقد سند رسمی مستقر در واحد ثبتی حوزه ثبت ملک کازرون تصرفات مالکانه و بلامعارض متقاضی آقای ... فرزند ... به شماره شناسنامه ... صادره از کازرون در ششدانگ یک باب خانه به مساحت ... مترمربع پلاک ... فرعی از ۵۹ اصلی مفروز و مجزی شده از پلاک ... فرعی از ۵۹ اصلی قطعه ۳ واقع در کازرون خریداری از مالک رسمی آقای ... محرز گردیده است. لذا به منظور اطلاع عموم مراتب در دو نوبت به فاصله ۱۵ روز آگهی می‌شود در صورتی که اشخاص نسبت به صدور سند مالکیت متقاضی اعتراضی داشته باشند می‌توانند از تاریخ انتشار اولین آگهی به مدت دو ماه اعتراض خود را به این اداره تسلیم و پس از اخذ رسید، ظرف مدت یک ماه از تاریخ تسلیم اعتراض، دادخواست خود را به مراجع قضایی تقدیم نمایند. بدیهی است در صورت انقضای مدت مذکور و عدم وصول اعتراض طبق مقررات سند مالکیت صادر خواهد شد.	[823, 529, 1061, 688]
notice-box	[817, 150, 1068, 471]
notice-ref: م/الف ۱۱۷۴	[763, 1461, 804, 1470]
notice-code: ۳/۱۲۶۳	[309, 391, 334, 400]
notice-code: ۳/۱۱۸۱	[823, 1372, 848, 1382]
pub-date-first: تاریخ انتشار نوبت اول: ۱۳۹۳/۶/۱۹	[433, 653, 547, 662]
notice-box	[45, 1459, 296, 1780]
notice-signer: داود انصاری – رییس ثبت اسناد و املاک شهرستان کازرون	[82, 1371, 290, 1393]
notice-box	[559, 150, 810, 417]
notice-footer	[824, 692, 1061, 739]
notice-body: برابر رای شماره ۱۳۹۳۶۰۳۱۱۰۰۰۰۰۰ مورخ ۱۳۹۳/۰۵/۱۰ هیات اول موضوع قانون تعیین تکلیف وضعیت ثبتی اراضی و ساختمانهای فاقد سند رسمی مستقر در واحد ثبتی حوزه ثبت ملک کازرون تصرفات مالکانه و بلامعارض متقاضی آقای ... فرزند ... به شماره شناسنامه ... صادره از کازرون در ششدانگ یک باب خانه به مساحت ... مترمربع پلاک ... فرعی از ۵۹ اصلی مفروز و مجزی شده از پلاک ... فرعی از ۵۹ اصلی قطعه ۳ واقع در کازرون خریداری از مالک رسمی آقای ... محرز گردیده است. لذا به منظور اطلاع عموم مراتب در دو نوبت به فاصله ۱۵ روز آگهی می‌شود در صورتی که اشخاص نسبت به صدور سند مالکیت متقاضی اعتراضی داشته باشند می‌توانند از تاریخ انتشار اولین آگهی به مدت دو ماه اعتراض خود را به این اداره تسلیم و پس از اخذ رسید، ظرف مدت یک ماه از تاریخ تسلیم اعتراض، دادخواست خود را به مراجع قضایی تقدیم نمایند. بدیهی است در صورت انقضای مدت مذکور و عدم وصول اعتراض طبق مقررات سند مالکیت صادر خواهد شد.	[566, 202, 804, 361]
notice-footer	[824, 1019, 1061, 1066]
pub-date-second: تاریخ انتشار نوبت دوم: ۱۳۹۳/۷/۳	[566, 926, 676, 935]
notice-ref: م/الف ۱۱۶۲	[1277, 449, 1318, 459]
notice-box	[302, 1515, 553, 1782]
issue-number: شماره ۱۴۵۹	[156, 112, 259, 132]
notice-box	[45, 150, 296, 471]
notice-title: آگهی موضوع ماده ۳ قانون و ماده ۱۳ آیین نامه قانون تعیین تکلیف وضعیت ثبتی اراضی و ساختمانهای فاقد سند رسمی	[828, 811, 1056, 852]
notice-title: آگهی موضوع ماده ۳ قانون و ماده ۱۳ آیین نامه قانون تعیین تکلیف وضعیت ثبتی اراضی و ساختمانهای فاقد سند رسمی	[57, 1138, 285, 1179]
pub-date-first: تاریخ انتشار نوبت اول: ۱۳۹۳/۶/۱۹	[947, 1034, 1061, 1044]
notice-ref: م/الف ۱۲۵۸	[506, 1461, 547, 1470]
notice-signer: داود انصاری – رییس ثبت اسناد و املاک شهرستان کازرون	[339, 663, 547, 684]
notice-title: آگهی موضوع ماده ۳ قانون و ماده ۱۳ آیین نامه قانون تعیین تکلیف وضعیت ثبتی اراضی و ساختمانهای فاقد سند رسمی	[314, 703, 542, 743]
notice-code: ۳/۱۲۶۹	[51, 1699, 77, 1709]
notice-code: ۳/۱۱۶۳	[1080, 1153, 1105, 1162]
pub-date-first: تاریخ انتشار نوبت اول: ۱۳۹۳/۶/۱۹	[690, 653, 804, 662]
notice-title: آگهی موضوع ماده ۳ قانون و ماده ۱۳ آیین نامه قانون تعیین تکلیف وضعیت ثبتی اراضی و ساختمانهای فاقد سند رسمی	[1085, 1520, 1313, 1560]
notice-body: برابر رای شماره ۱۳۹۳۶۰۳۱۱۰۰۰۰۰۰ مورخ ۱۳۹۳/۰۵/۱۰ هیات اول موضوع قانون تعیین تکلیف وضعیت ثبتی اراضی و ساختمانهای فاقد سند رسمی مستقر در واحد ثبتی حوزه ثبت ملک کازرون تصرفات مالکانه و بلامعارض متقاضی آقای ... فرزند ... به شماره شناسنامه ... صادره از کازرون در ششدانگ یک باب خانه به مساحت ... مترمربع پلاک ... فرعی از ۵۹ اصلی مفروز و مجزی شده از پلاک ... فرعی از ۵۹ اصلی قطعه ۳ واقع در کازرون خریداری از مالک رسمی آقای ... محرز گردیده است. لذا به منظور اطلاع عموم مراتب در دو نوبت به فاصله ۱۵ روز آگهی می‌شود در صورتی که اشخاص نسبت به صدور سند مالکیت متقاضی اعتراضی داشته باشند می‌توانند از تاریخ انتشار اولین آگهی به مدت دو ماه اعتراض خود را به این اداره تسلیم و پس از اخذ رسید، ظرف مدت یک ماه از تاریخ تسلیم اعتراض، دادخواست خود را به مراجع قضایی تقدیم نمایند. بدیهی است در صورت انقضای مدت مذکور و عدم وصول اعتراض طبق مقررات سند مالکیت صادر خواهد شد.	[823, 202, 1061, 361]
notice-ref: م/الف ۱۲۵۷	[506, 1188, 547, 1197]
square-bullet-icon	[385, 115, 399, 129]
notice-code: ۳/۱۱۷۱	[823, 1699, 848, 1709]
column-4	[302, 150, 553, 1780]
pub-date-second: تاریخ انتشار نوبت دوم: ۱۳۹۳/۷/۳	[309, 1472, 419, 1481]
pub-date-first: تاریخ انتشار نوبت اول: ۱۳۹۳/۶/۱۹	[947, 1688, 1061, 1698]
pub-date-second: تاریخ انتشار نوبت دوم: ۱۳۹۳/۷/۳	[823, 1688, 933, 1698]
bottom-row	[45, 1786, 1325, 1931]
notice-body: برابر رای شماره ۱۳۹۳۶۰۳۱۱۰۰۰۰۰۰ مورخ ۱۳۹۳/۰۵/۱۰ هیات اول موضوع قانون تعیین تکلیف وضعیت ثبتی اراضی و ساختمانهای فاقد سند رسمی مستقر در واحد ثبتی حوزه ثبت ملک کازرون تصرفات مالکانه و بلامعارض متقاضی آقای ... فرزند ... به شماره شناسنامه ... صادره از کازرون در ششدانگ یک باب خانه به مساحت ... مترمربع پلاک ... فرعی از ۵۹ اصلی مفروز و مجزی شده از پلاک ... فرعی از ۵۹ اصلی قطعه ۳ واقع در کازرون خریداری از مالک رسمی آقای ... محرز گردیده است. لذا به منظور اطلاع عموم مراتب در دو نوبت به فاصله ۱۵ روز آگهی می‌شود در صورتی که اشخاص نسبت به صدور سند مالکیت متقاضی اعتراضی داشته باشند می‌توانند از تاریخ انتشار اولین آگهی به مدت دو ماه اعتراض خود را به این اداره تسلیم و پس از اخذ رسید، ظرف مدت یک ماه از تاریخ تسلیم اعتراض، دادخواست خود را به مراجع قضایی تقدیم نمایند. بدیهی است در صورت انقضای مدت مذکور و عدم وصول اعتراض طبق مقررات سند مالکیت صادر خواهد شد.	[823, 856, 1061, 1015]
pub-date-second: تاریخ انتشار نوبت دوم: ۱۳۹۳/۷/۳	[823, 1034, 933, 1044]
notice-code: ۳/۱۲۳۳	[566, 1756, 591, 1765]
pub-date-first: تاریخ انتشار نوبت اول: ۱۳۹۳/۶/۱۹	[176, 1361, 290, 1371]
notice-box	[559, 696, 810, 963]
notice-ref: م/الف ۱۱۵۷	[531, 1910, 573, 1920]
notice-code: ۳/۱۱۶۲	[51, 391, 77, 400]
notice-body: برابر رای شماره ۱۳۹۳۶۰۳۱۱۰۰۰۰۰۰ مورخ ۱۳۹۳/۰۵/۱۰ هیات اول موضوع قانون تعیین تکلیف وضعیت ثبتی اراضی و ساختمانهای فاقد سند رسمی مستقر در واحد ثبتی حوزه ثبت ملک کازرون تصرفات مالکانه و بلامعارض متقاضی آقای ... فرزند ... به شماره شناسنامه ... صادره از کازرون در ششدانگ یک باب خانه به مساحت ... مترمربع پلاک ... فرعی از ۵۹ اصلی مفروز و مجزی شده از پلاک ... فرعی از ۵۹ اصلی قطعه ۳ واقع در کازرون خریداری از مالک رسمی آقای ... محرز گردیده است. لذا به منظور اطلاع عموم مراتب در دو نوبت به فاصله ۱۵ روز آگهی می‌شود در صورتی که اشخاص نسبت به صدور سند مالکیت متقاضی اعتراضی داشته باشند می‌توانند از تاریخ انتشار اولین آگهی به مدت دو ماه اعتراض خود را به این اداره تسلیم و پس از اخذ رسید، ظرف مدت یک ماه از تاریخ تسلیم اعتراض، دادخواست خود را به مراجع قضایی تقدیم نمایند. بدیهی است در صورت انقضای مدت مذکور و عدم وصول اعتراض طبق مقررات سند مالکیت صادر خواهد شد.	[309, 748, 547, 907]
notice-body: برابر رای شماره ۱۳۹۳۶۰۳۱۱۰۰۰۰۰۰ مورخ ۱۳۹۳/۰۵/۱۰ هیات اول موضوع قانون تعیین تکلیف وضعیت ثبتی اراضی و ساختمانهای فاقد سند رسمی مستقر در واحد ثبتی حوزه ثبت ملک کازرون تصرفات مالکانه و بلامعارض متقاضی آقای ... فرزند ... به شماره شناسنامه ... صادره از کازرون در ششدانگ یک باب خانه به مساحت ... مترمربع پلاک ... فرعی از ۵۹ اصلی مفروز و مجزی شده از پلاک ... فرعی از ۵۹ اصلی قطعه ۳ واقع در کازرون خریداری از مالک رسمی آقای ... محرز گردیده است. لذا به منظور اطلاع عموم مراتب در دو نوبت به فاصله ۱۵ روز آگهی می‌شود در صورتی که اشخاص نسبت به صدور سند مالکیت متقاضی اعتراضی داشته باشند می‌توانند از تاریخ انتشار اولین آگهی به مدت دو ماه اعتراض خود را به این اداره تسلیم و پس از اخذ رسید، ظرف مدت یک ماه از تاریخ تسلیم اعتراض، دادخواست خود را به مراجع قضایی تقدیم نمایند. بدیهی است در صورت انقضای مدت مذکور و عدم وصول اعتراض طبق مقررات سند مالکیت صادر خواهد شد.	[51, 856, 290, 1015]
pub-date-first: تاریخ انتشار نوبت اول: ۱۳۹۳/۶/۱۹	[947, 707, 1061, 717]
notice-body: برابر رای شماره ۱۳۹۳۶۰۳۱۱۰۰۰۰۰۰ مورخ ۱۳۹۳/۰۵/۱۰ هیات اول موضوع قانون تعیین تکلیف وضعیت ثبتی اراضی و ساختمانهای فاقد سند رسمی مستقر در واحد ثبتی حوزه ثبت ملک کازرون تصرفات مالکانه و بلامعارض متقاضی آقای ... فرزند ... به شماره شناسنامه ... صادره از کازرون در ششدانگ یک باب خانه به مساحت ... مترمربع پلاک ... فرعی از ۵۹ اصلی مفروز و مجزی شده از پلاک ... فرعی از ۵۹ اصلی قطعه ۳ واقع در کازرون خریداری از مالک رسمی آقای ... محرز گردیده است. لذا به منظور اطلاع عموم مراتب در دو نوبت به فاصله ۱۵ روز آگهی می‌شود در صورتی که اشخاص نسبت به صدور سند مالکیت متقاضی اعتراضی داشته باشند می‌توانند از تاریخ انتشار اولین آگهی به مدت دو ماه اعتراض خود را به این اداره تسلیم و پس از اخذ رسید، ظرف مدت یک ماه از تاریخ تسلیم اعتراض، دادخواست خود را به مراجع قضایی تقدیم نمایند. بدیهی است در صورت انقضای مدت مذکور و عدم وصول اعتراض طبق مقررات سند مالکیت صادر خواهد شد.	[51, 529, 290, 688]
notice-title: آگهی موضوع ماده ۳ قانون و ماده ۱۳ آیین نامه قانون تعیین تکلیف وضعیت ثبتی اراضی و ساختمانهای فاقد سند رسمی	[314, 976, 542, 1016]
notice-footer	[52, 692, 289, 739]
pub-date-second: تاریخ انتشار نوبت دوم: ۱۳۹۳/۷/۳	[566, 653, 676, 662]
notice-footer	[52, 1019, 289, 1066]
pub-date-second: تاریخ انتشار نوبت دوم: ۱۳۹۳/۷/۳	[566, 380, 676, 389]
notice-code: ۳/۱۱۷۱	[822, 1921, 847, 1931]
pub-date-first: تاریخ انتشار نوبت اول: ۱۳۹۳/۶/۱۹	[947, 1361, 1061, 1371]
notice-code: ۳/۱۱۷۷	[1080, 471, 1105, 481]
notice-code: ۳/۱۲۵۱	[309, 937, 334, 946]
notice-body: برابر رای شماره ۱۳۹۳۶۰۳۱۱۰۰۰۰۰۰ مورخ ۱۳۹۳/۰۵/۱۰ هیات اول موضوع قانون تعیین تکلیف وضعیت ثبتی اراضی و ساختمانهای فاقد سند رسمی مستقر در واحد ثبتی حوزه ثبت ملک کازرون تصرفات مالکانه و بلامعارض متقاضی آقای ... فرزند ... به شماره شناسنامه ... صادره از کازرون در ششدانگ یک باب خانه به مساحت ... مترمربع پلاک ... فرعی از ۵۹ اصلی مفروز و مجزی شده از پلاک ... فرعی از ۵۹ اصلی قطعه ۳ واقع در کازرون خریداری از مالک رسمی آقای ... محرز گردیده است. لذا به منظور اطلاع عموم مراتب در دو نوبت به فاصله ۱۵ روز آگهی می‌شود در صورتی که اشخاص نسبت به صدور سند مالکیت متقاضی اعتراضی داشته باشند می‌توانند از تاریخ انتشار اولین آگهی به مدت دو ماه اعتراض خود را به این اداره تسلیم و پس از اخذ رسید، ظرف مدت یک ماه از تاریخ تسلیم اعتراض، دادخواست خود را به مراجع قضایی تقدیم نمایند. بدیهی است در صورت انقضای مدت مذکور و عدم وصول اعتراض طبق مقررات سند مالکیت صادر خواهد شد.	[822, 1824, 1318, 1902]
notice-footer	[566, 638, 803, 685]
notice-title: آگهی موضوع ماده ۳ قانون و ماده ۱۳ آیین نامه قانون تعیین تکلیف وضعیت ثبتی اراضی و ساختمانهای فاقد سند رسمی	[828, 1138, 1056, 1179]
notice-body: برابر رای شماره ۱۳۹۳۶۰۳۱۱۰۰۰۰۰۰ مورخ ۱۳۹۳/۰۵/۱۰ هیات اول موضوع قانون تعیین تکلیف وضعیت ثبتی اراضی و ساختمانهای فاقد سند رسمی مستقر در واحد ثبتی حوزه ثبت ملک کازرون تصرفات مالکانه و بلامعارض متقاضی آقای ... فرزند ... به شماره شناسنامه ... صادره از کازرون در ششدانگ یک باب خانه به مساحت ... مترمربع پلاک ... فرعی از ۵۹ اصلی مفروز و مجزی شده از پلاک ... فرعی از ۵۹ اصلی قطعه ۳ واقع در کازرون خریداری از مالک رسمی آقای ... محرز گردیده است. لذا به منظور اطلاع عموم مراتب در دو نوبت به فاصله ۱۵ روز آگهی می‌شود در صورتی که اشخاص نسبت به صدور سند مالکیت متقاضی اعتراضی داشته باشند می‌توانند از تاریخ انتشار اولین آگهی به مدت دو ماه اعتراض خود را به این اداره تسلیم و پس از اخذ رسید، ظرف مدت یک ماه از تاریخ تسلیم اعتراض، دادخواست خود را به مراجع قضایی تقدیم نمایند. بدیهی است در صورت انقضای مدت مذکور و عدم وصول اعتراض طبق مقررات سند مالکیت صادر خواهد شد.	[566, 1567, 804, 1726]
notice-signer: داود انصاری – رییس ثبت اسناد و املاک شهرستان کازرون	[1077, 1920, 1318, 1931]
notice-body: برابر رای شماره ۱۳۹۳۶۰۳۱۱۰۰۰۰۰۰ مورخ ۱۳۹۳/۰۵/۱۰ هیات اول موضوع قانون تعیین تکلیف وضعیت ثبتی اراضی و ساختمانهای فاقد سند رسمی مستقر در واحد ثبتی حوزه ثبت ملک کازرون تصرفات مالکانه و بلامعارض متقاضی آقای ... فرزند ... به شماره شناسنامه ... صادره از کازرون در ششدانگ یک باب خانه به مساحت ... مترمربع پلاک ... فرعی از ۵۹ اصلی مفروز و مجزی شده از پلاک ... فرعی از ۵۹ اصلی قطعه ۳ واقع در کازرون خریداری از مالک رسمی آقای ... محرز گردیده است. لذا به منظور اطلاع عموم مراتب در دو نوبت به فاصله ۱۵ روز آگهی می‌شود در صورتی که اشخاص نسبت به صدور سند مالکیت متقاضی اعتراضی داشته باشند می‌توانند از تاریخ انتشار اولین آگهی به مدت دو ماه اعتراض خود را به این اداره تسلیم و پس از اخذ رسید، ظرف مدت یک ماه از تاریخ تسلیم اعتراض، دادخواست خود را به مراجع قضایی تقدیم نمایند. بدیهی است در صورت انقضای مدت مذکور و عدم وصول اعتراض طبق مقررات سند مالکیت صادر خواهد شد.	[309, 1567, 547, 1726]
notice-signer: داود انصاری – رییس ثبت اسناد و املاک شهرستان کازرون	[596, 390, 804, 411]
pub-date-first: تاریخ انتشار نوبت اول: ۱۳۹۳/۶/۱۹	[176, 707, 290, 717]
notice-code: ۳/۱۲۲۳	[566, 1210, 591, 1219]
pub-date-second: تاریخ انتشار نوبت دوم: ۱۳۹۳/۷/۳	[566, 1199, 676, 1208]
column-5	[45, 150, 296, 1780]
notice-title: آگهی موضوع ماده ۳ قانون و ماده ۱۳ آیین نامه قانون تعیین تکلیف وضعیت ثبتی اراضی و ساختمانهای فاقد سند رسمی	[326, 1793, 782, 1819]
notice-box	[299, 1786, 809, 1931]
pub-date-second: تاریخ انتشار نوبت دوم: ۱۳۹۳/۷/۳	[566, 1745, 676, 1754]
notice-title: آگهی موضوع ماده ۳ قانون و ماده ۱۳ آیین نامه قانون تعیین تکلیف وضعیت ثبتی اراضی و ساختمانهای فاقد سند رسمی	[57, 1465, 285, 1506]
column-1	[1074, 150, 1325, 1780]
pub-date-second: تاریخ انتشار نوبت دوم: ۱۳۹۳/۷/۳	[51, 380, 162, 389]
notice-code: ۳/۱۱۹۹	[823, 1045, 848, 1055]
pub-date-first: تاریخ انتشار نوبت اول: ۱۳۹۳/۶/۱۹	[1205, 1910, 1318, 1920]
notice-code: ۳/۱۱۷۱	[306, 1921, 331, 1931]
pub-date-first: تاریخ انتشار نوبت اول: ۱۳۹۳/۶/۱۹	[1205, 460, 1318, 470]
notice-box	[1074, 832, 1325, 1508]
notice-code: ۳/۱۲۰۱	[1080, 1754, 1105, 1763]
notice-box	[45, 804, 296, 1125]
pub-date-first: تاریخ انتشار نوبت اول: ۱۳۹۳/۶/۱۹	[433, 1472, 547, 1481]
notice-signer: داود انصاری – رییس ثبت اسناد و املاک شهرستان کازرون	[339, 1209, 547, 1230]
notice-box	[817, 477, 1068, 798]
notice-title: آگهی موضوع ماده ۳ قانون و ماده ۱۳ آیین نامه قانون تعیین تکلیف وضعیت ثبتی اراضی و ساختمانهای فاقد سند رسمی	[571, 1249, 799, 1289]
pub-date-first: تاریخ انتشار نوبت اول: ۱۳۹۳/۶/۱۹	[433, 1745, 547, 1754]
notice-code: ۳/۱۱۶۳	[823, 718, 848, 728]
newspaper-logo: طلوع	[1243, 105, 1317, 139]
